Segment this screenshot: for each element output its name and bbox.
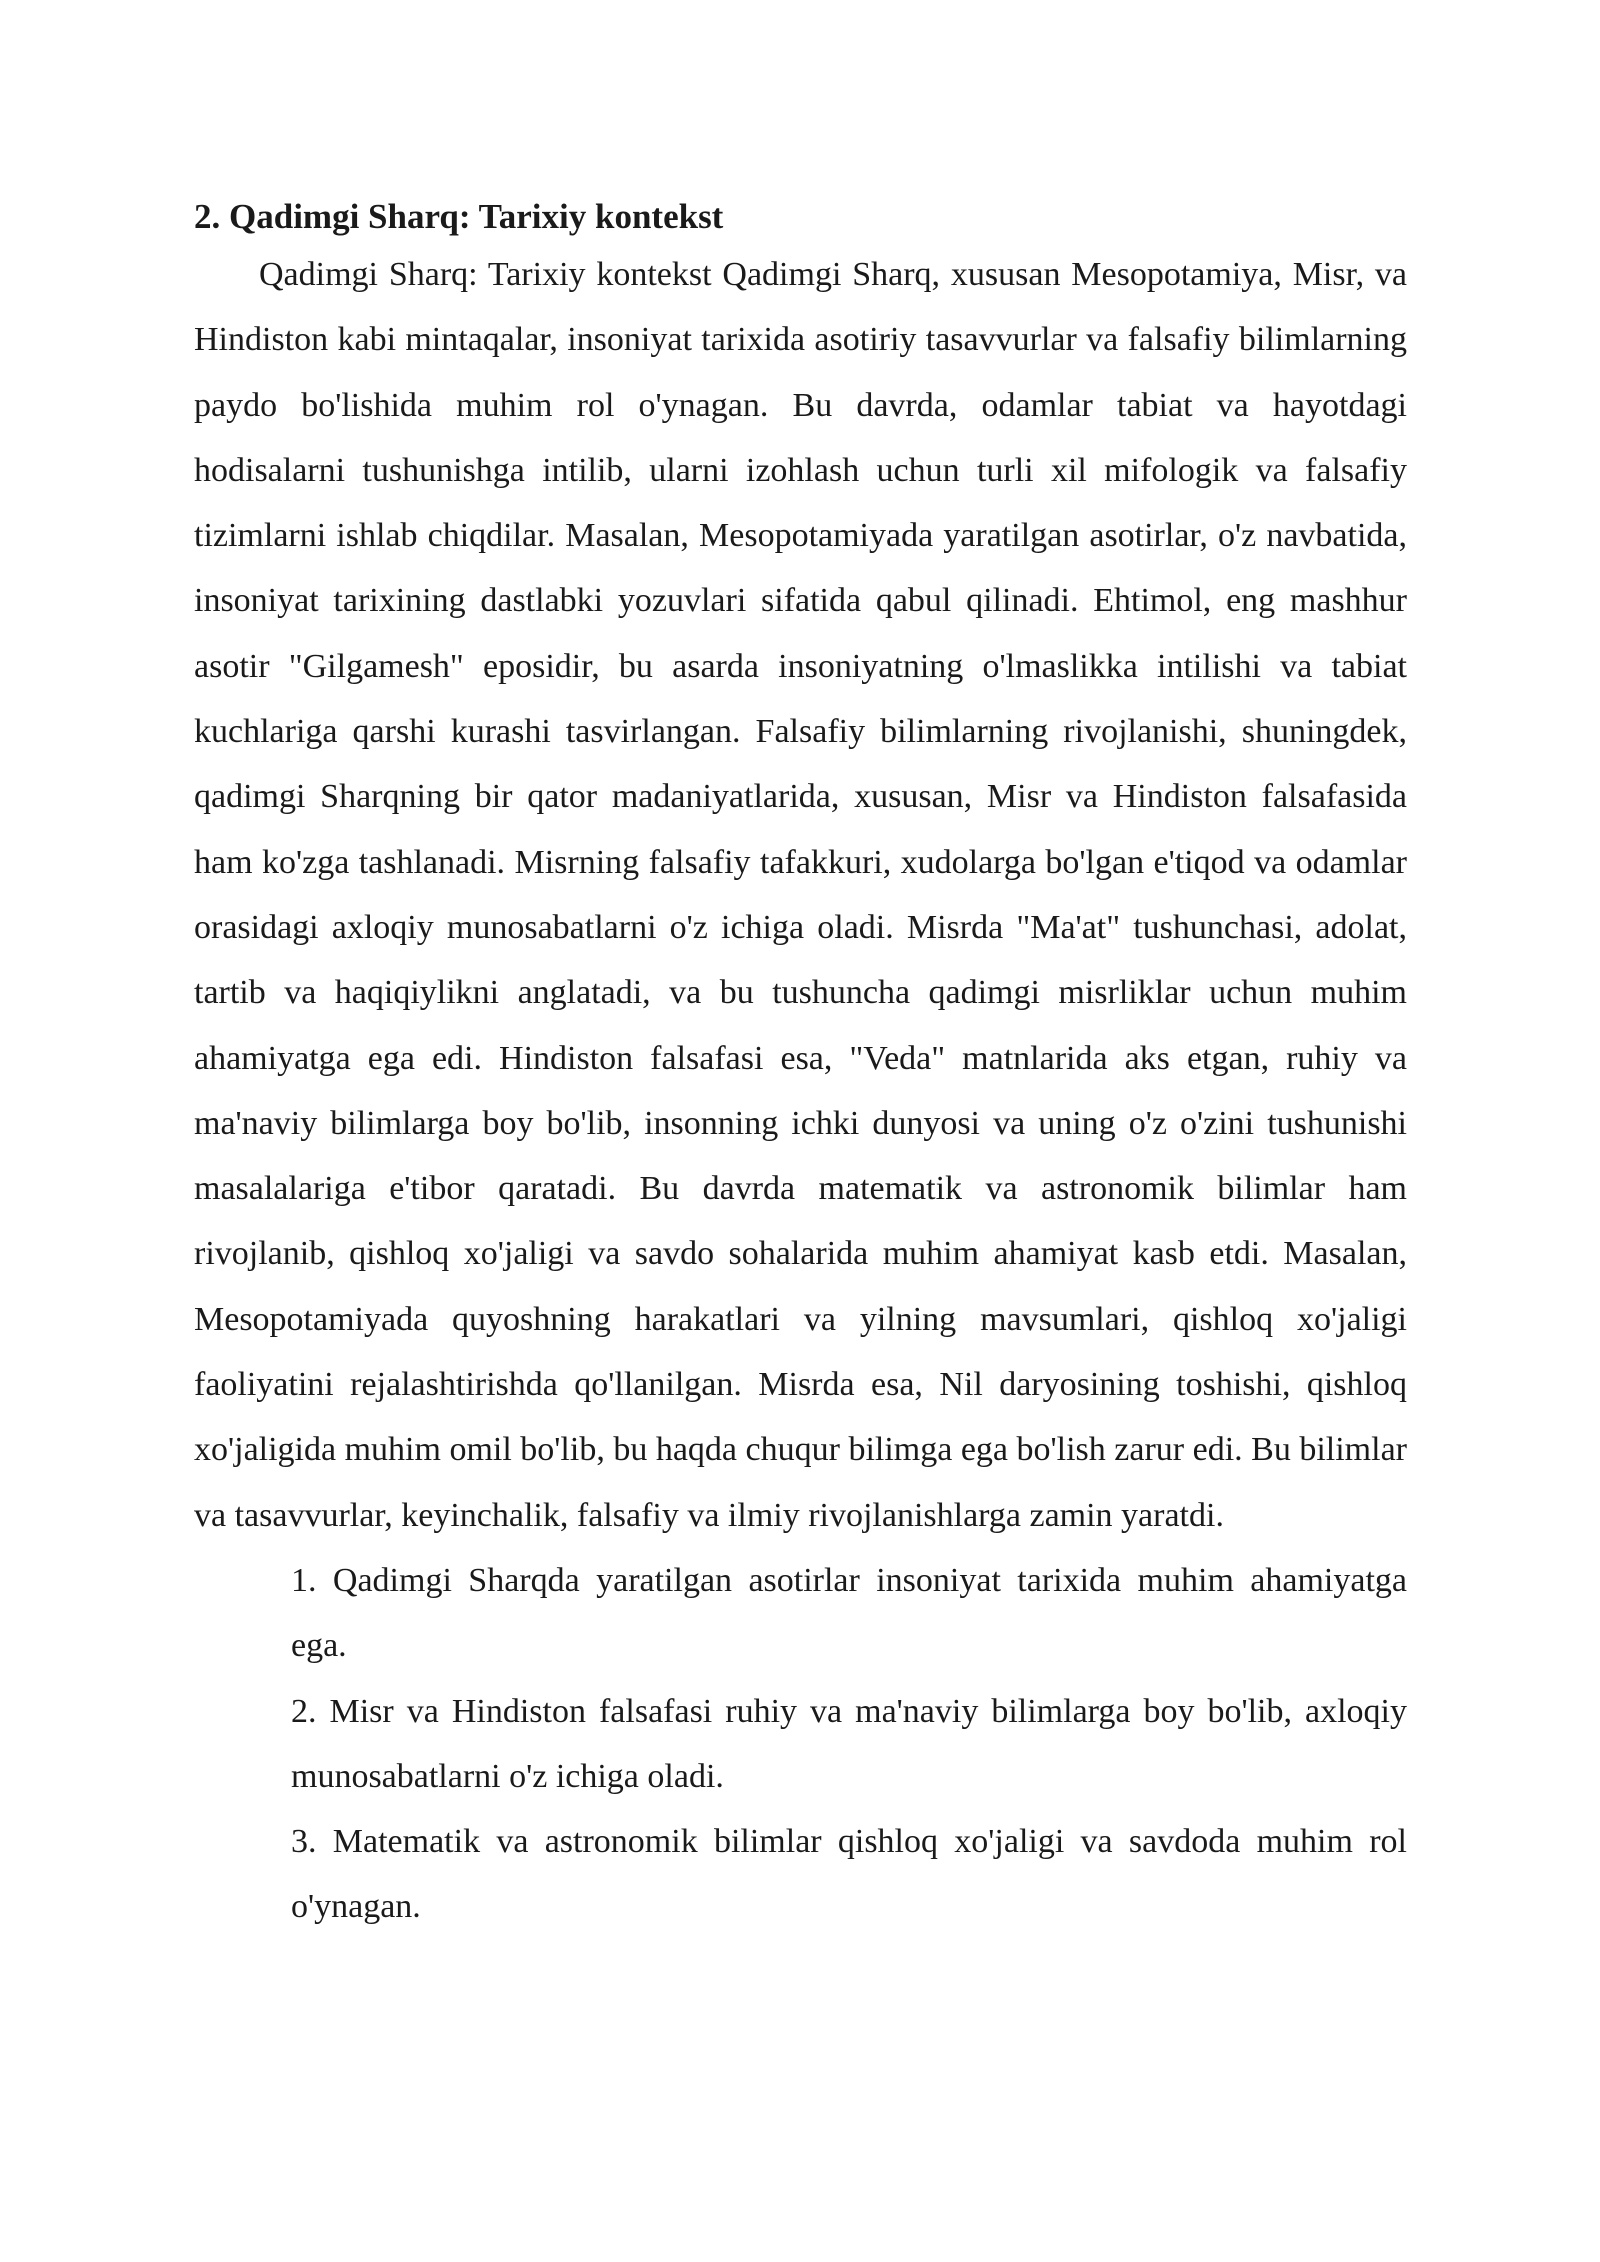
list-item: 1. Qadimgi Sharqda yaratilgan asotirlar insoniyat tarixida muhim ahamiyatga ega. bbox=[291, 1561, 1407, 1665]
summary-list bbox=[194, 1548, 1407, 1940]
body-paragraph: Qadimgi Sharq: Tarixiy kontekst Qadimgi Sharq, xususan Mesopotamiya, Misr, va Hindiston kabi mintaqalar, insoniyat tarixida asotiriy tasavvurlar va falsafiy bilimlarning paydo bo'lishida muhim rol o'ynagan. Bu davrda, odamlar tabiat va hayotdagi hodisalarni tushunishga intilib, ularni izohlash uchun turli xil mifologik va falsafiy tizimlarni ishlab chiqdilar. Masalan, Mesopotamiyada yaratilgan asotirlar, o'z navbatida, insoniyat tarixining dastlabki yozuvlari sifatida qabul qilinadi. Ehtimol, eng mashhur asotir "Gilgamesh" eposidir, bu asarda insoniyatning o'lmaslikka intilishi va tabiat kuchlariga qarshi kurashi tasvirlangan. Falsafiy bilimlarning rivojlanishi, shuningdek, qadimgi Sharqning bir qator madaniyatlarida, xususan, Misr va Hindiston falsafasida ham ko'zga tashlanadi. Misrning falsafiy tafakkuri, xudolarga bo'lgan e'tiqod va odamlar orasidagi axloqiy munosabatlarni o'z ichiga oladi. Misrda "Ma'at" tushunchasi, adolat, tartib va haqiqiylikni anglatadi, va bu tushuncha qadimgi misrliklar uchun muhim ahamiyatga ega edi. Hindiston falsafasi esa, "Veda" matnlarida aks etgan, ruhiy va ma'naviy bilimlarga boy bo'lib, insonning ichki dunyosi va uning o'z o'zini tushunishi masalalariga e'tibor qaratadi. Bu davrda matematik va astronomik bilimlar ham rivojlanib, qishloq xo'jaligi va savdo sohalarida muhim ahamiyat kasb etdi. Masalan, Mesopotamiyada quyoshning harakatlari va yilning mavsumlari, qishloq xo'jaligi faoliyatini rejalashtirishda qo'llanilgan. Misrda esa, Nil daryosining toshishi, qishloq xo'jaligida muhim omil bo'lib, bu haqda chuqur bilimga ega bo'lish zarur edi. Bu bilimlar va tasavvurlar, keyinchalik, falsafiy va ilmiy rivojlanishlarga zamin yaratdi. bbox=[194, 256, 1407, 1534]
document-content bbox=[194, 192, 1407, 1940]
list-item: 2. Misr va Hindiston falsafasi ruhiy va ma'naviy bilimlarga boy bo'lib, axloqiy munosabatlarni o'z ichiga oladi. bbox=[291, 1692, 1407, 1795]
list-item: 3. Matematik va astronomik bilimlar qishloq xo'jaligi va savdoda muhim rol o'ynagan. bbox=[291, 1823, 1407, 1926]
section-heading: 2. Qadimgi Sharq: Tarixiy kontekst bbox=[194, 197, 724, 236]
